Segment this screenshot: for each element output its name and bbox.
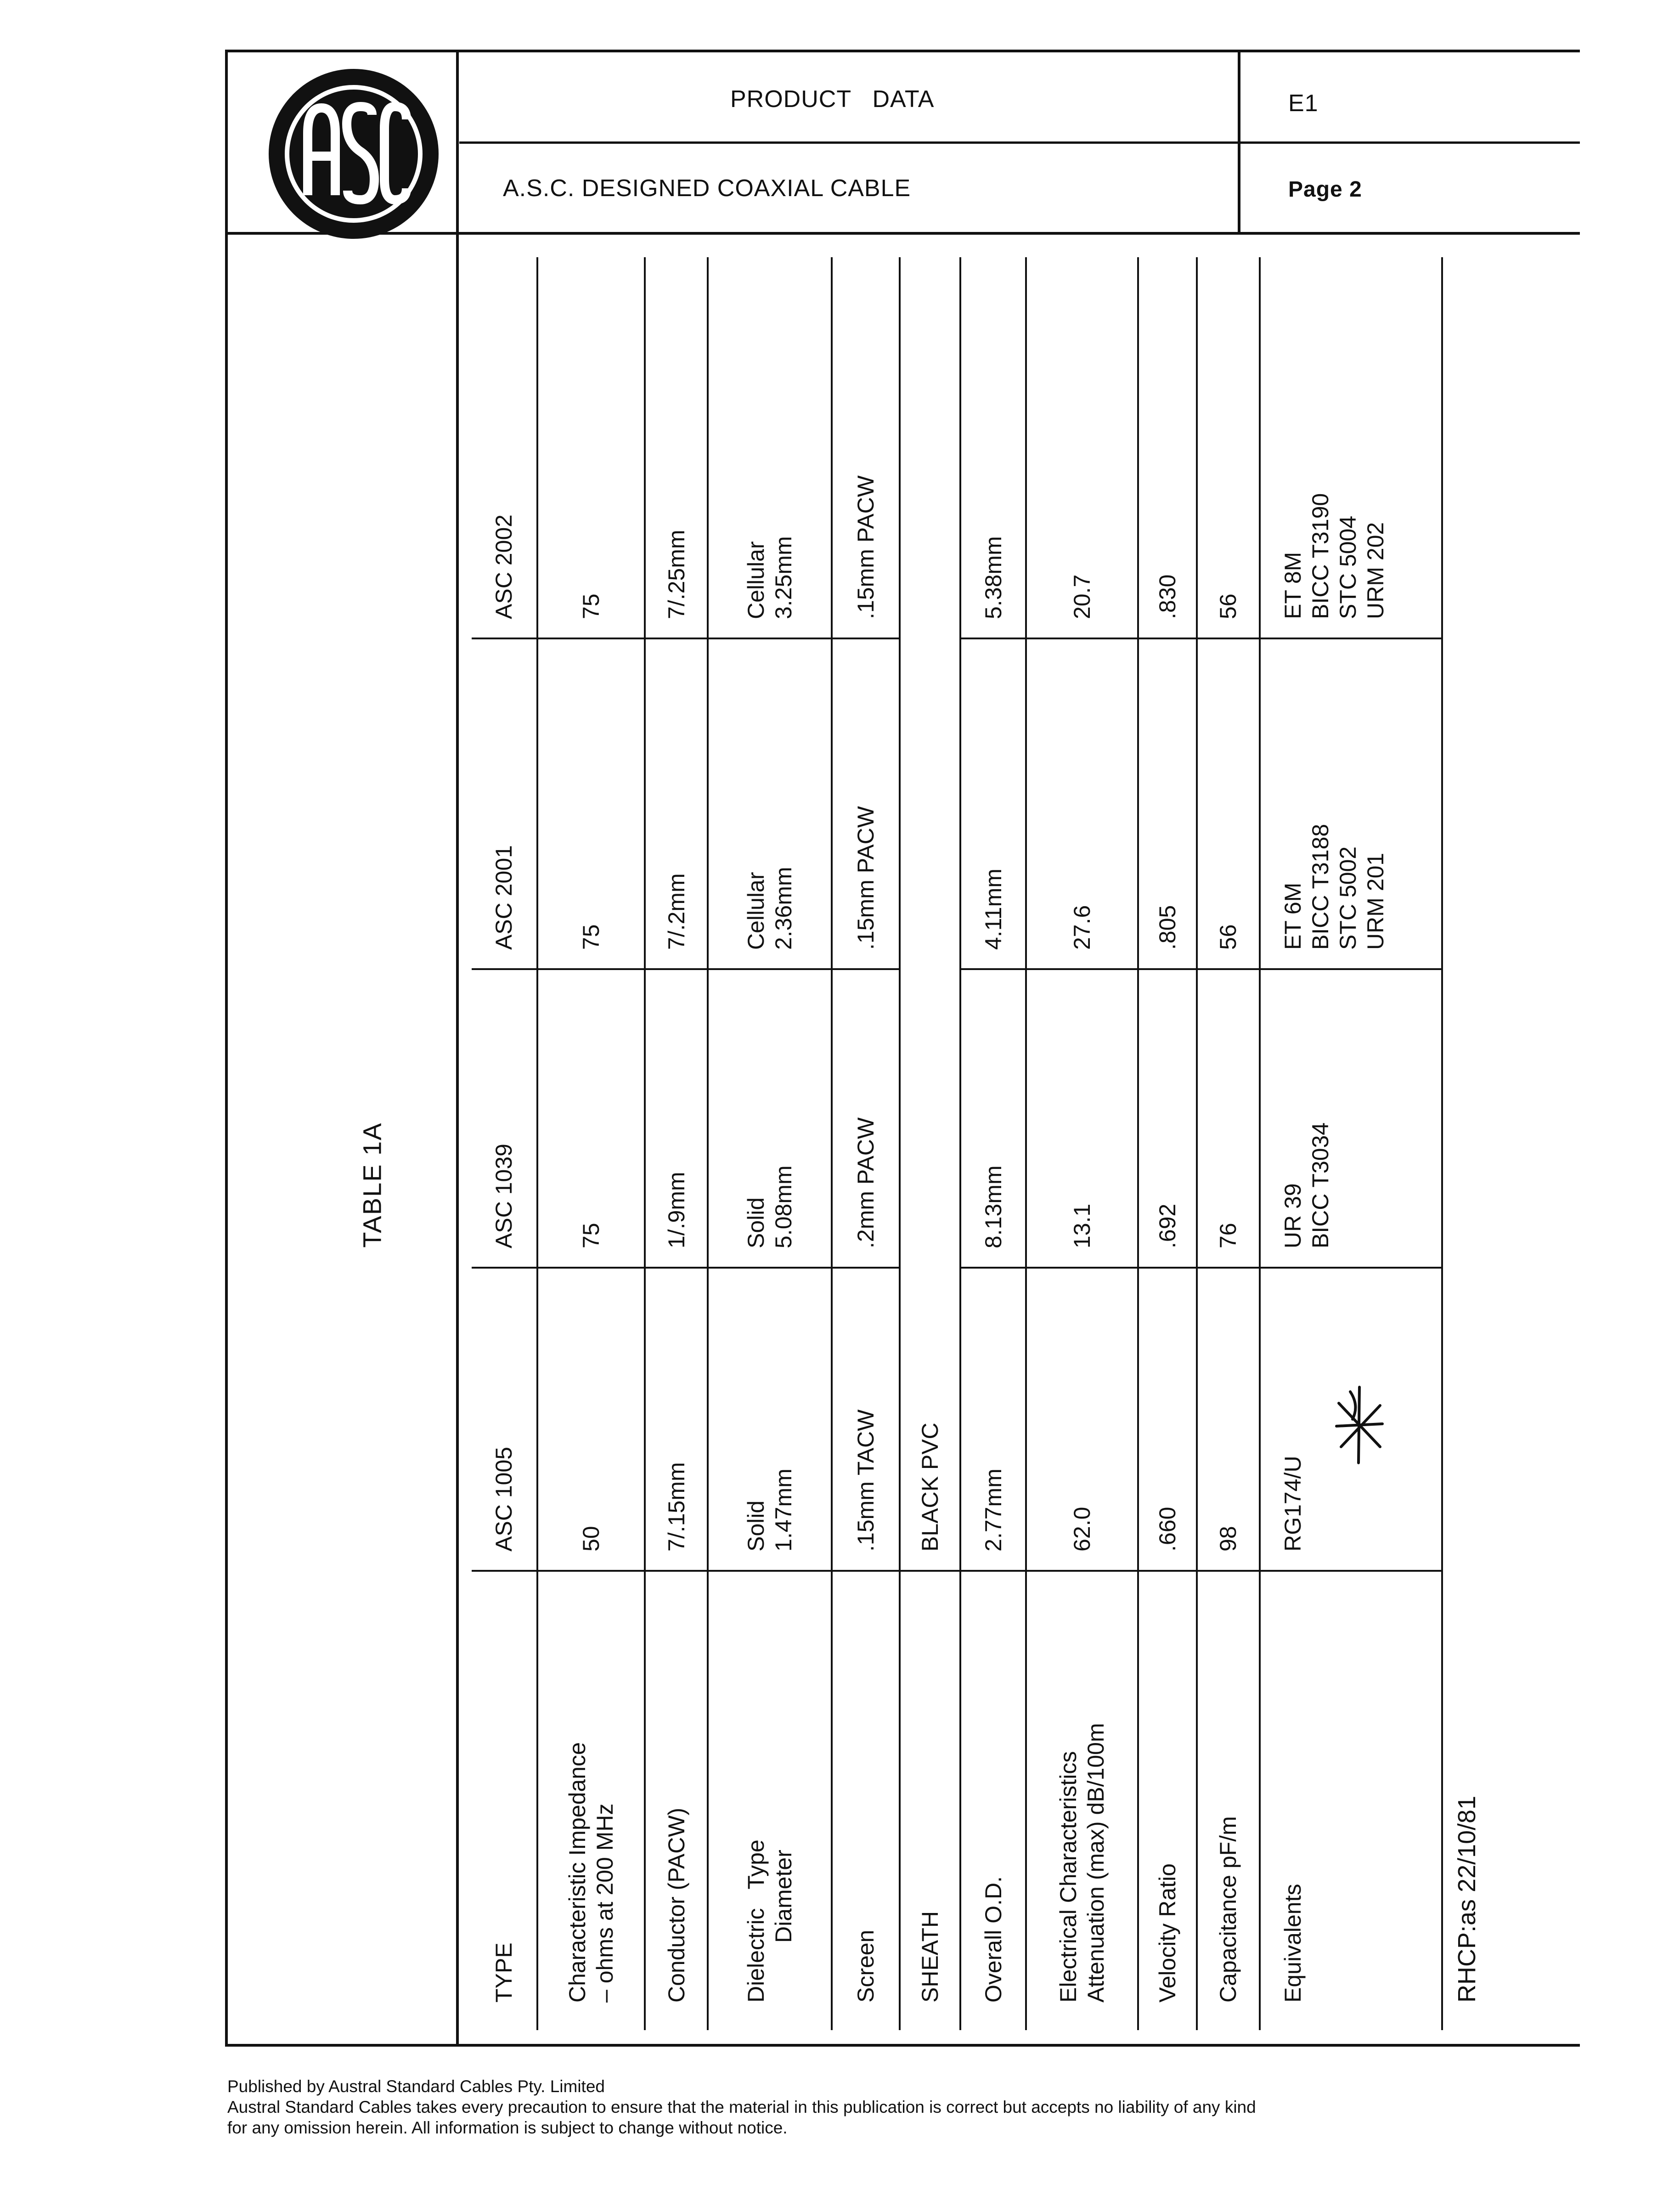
table-cell: 76 [1197,969,1260,1268]
table-cell: .692 [1138,969,1196,1268]
table-cell: .15mm PACW [832,638,900,969]
table-title: TABLE 1A [357,1122,387,1248]
footer-publisher: Published by Austral Standard Cables Pty. Limited [227,2077,605,2096]
row-label: Electrical Characteristics Attenuation (max) dB/100m [1026,1571,1138,2030]
frame-bottom-line [225,2044,1580,2047]
table-cell: 2.77mm [960,1268,1026,1571]
row-label: Velocity Ratio [1138,1571,1196,2030]
table-cell: Solid 5.08mm [708,969,832,1268]
table-cell: 75 [537,969,645,1268]
table-row-conductor [645,257,708,2030]
table-cell: 7/.15mm [645,1268,708,1571]
table-row-screen [832,257,900,2030]
footer-disclaimer-cont: for any omission herein. All information is subject to change without notice. [227,2118,788,2137]
frame-top-line [225,50,1580,52]
table-note-row [1442,257,1482,2030]
row-label: Screen [832,1571,900,2030]
table-cell: 75 [537,638,645,969]
header-subtitle: A.S.C. DESIGNED COAXIAL CABLE [503,175,911,202]
frame-left-line [225,50,228,2047]
table-row-impedance [537,257,645,2030]
header-code: E1 [1288,90,1319,117]
revision-note: RHCP:as 22/10/81 [1453,1795,1481,2003]
footer-disclaimer: Austral Standard Cables takes every precaution to ensure that the material in this publication is correct but accepts no liability of any kind [227,2098,1256,2116]
table-cell: 5.38mm [960,257,1026,638]
table-cell: 1/.9mm [645,969,708,1268]
row-label: Conductor (PACW) [645,1571,708,2030]
table-cell: UR 39 BICC T3034 [1260,969,1442,1268]
handwritten-asterisk-mark [1332,1378,1387,1470]
cell-type-asc2002: ASC 2002 [472,257,537,638]
spec-table-wrapper [472,257,1482,2030]
cell-type-asc1039: ASC 1039 [472,969,537,1268]
row-label: Capacitance pF/m [1197,1571,1260,2030]
table-cell: .2mm PACW [832,969,900,1268]
table-row-type [472,257,537,2030]
table-cell: ET 6M BICC T3188 STC 5002 URM 201 [1260,638,1442,969]
table-row-equivalents [1260,257,1442,2030]
table-cell: 75 [537,257,645,638]
table-row-overall-od [960,257,1026,2030]
header-mid-line [459,141,1580,144]
table-cell: .830 [1138,257,1196,638]
spec-table [472,257,1482,2030]
table-row-velocity [1138,257,1196,2030]
row-label: Characteristic Impedance – ohms at 200 MHz [537,1571,645,2030]
table-cell: 56 [1197,638,1260,969]
table-cell: 27.6 [1026,638,1138,969]
table-cell: Cellular 3.25mm [708,257,832,638]
table-cell: RG174/U [1260,1268,1442,1571]
table-cell: 4.11mm [960,638,1026,969]
table-cell: 7/.25mm [645,257,708,638]
table-row-sheath [900,257,960,2030]
table-cell: 98 [1197,1268,1260,1571]
table-cell: 50 [537,1268,645,1571]
table-cell: .805 [1138,638,1196,969]
table-cell: ET 8M BICC T3190 STC 5004 URM 202 [1260,257,1442,638]
header-page: Page 2 [1288,177,1362,202]
table-cell: Cellular 2.36mm [708,638,832,969]
table-cell: 8.13mm [960,969,1026,1268]
cell-type-asc2001: ASC 2001 [472,638,537,969]
table-cell: 20.7 [1026,257,1138,638]
table-row-dielectric [708,257,832,2030]
row-label: TYPE [472,1571,537,2030]
footer [227,2076,1605,2138]
asc-logo [264,64,443,243]
table-row-attenuation [1026,257,1138,2030]
table-cell: 56 [1197,257,1260,638]
row-label: SHEATH [900,1571,960,2030]
table-cell: 62.0 [1026,1268,1138,1571]
table-cell: 7/.2mm [645,638,708,969]
table-cell-sheath: BLACK PVC [900,257,960,1571]
table-cell: .15mm PACW [832,257,900,638]
table-cell: 13.1 [1026,969,1138,1268]
table-row-capacitance [1197,257,1260,2030]
row-label: Dielectric Type Diameter [708,1571,832,2030]
row-label: Equivalents [1260,1571,1442,2030]
table-cell: .660 [1138,1268,1196,1571]
table-cell: Solid 1.47mm [708,1268,832,1571]
cell-type-asc1005: ASC 1005 [472,1268,537,1571]
header-title: PRODUCT DATA [730,86,935,113]
table-cell: .15mm TACW [832,1268,900,1571]
header-code-divider [1238,50,1240,235]
row-label: Overall O.D. [960,1571,1026,2030]
logo-divider-line [456,50,459,2047]
